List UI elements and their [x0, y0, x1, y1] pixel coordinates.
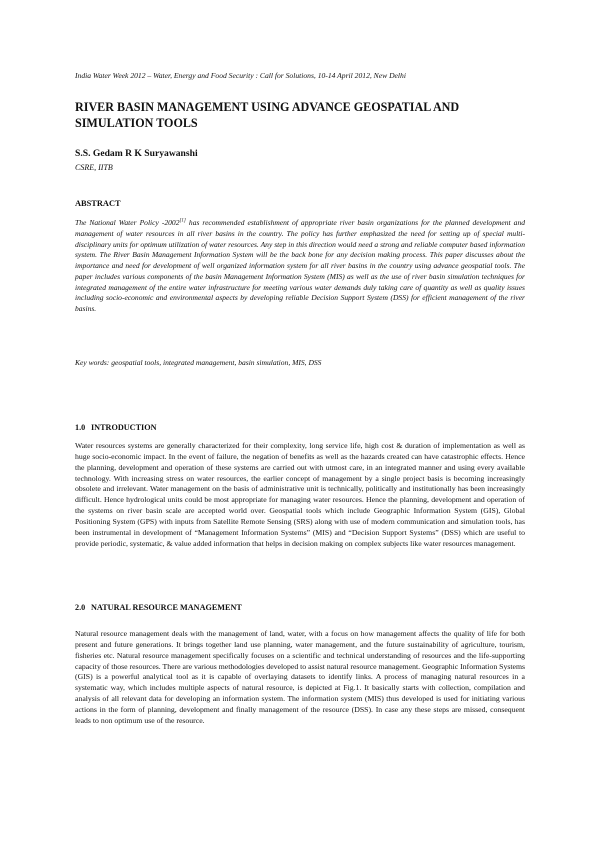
section-number: 2.0	[75, 603, 86, 612]
section-title: INTRODUCTION	[91, 423, 157, 432]
section-heading-introduction	[75, 422, 157, 433]
section-body-introduction: Water resources systems are generally characterized for their complexity, long service life, high cost & duration of implementation as well as huge socio-economic impact. In the event of failure, the negation of benefits as well as the hazards created can have catastrophic effects. Hence the planning, development and operation of these systems are carried out with utmost care, in an integrated manner and using every available technology. With increasing stress on water resources, the earlier concept of management by a single project basis is becoming increasingly obsolete and irrelevant. Water management on the basis of administrative unit is technically, politically and institutionally has been increasingly difficult. Hence hydrological units could be most appropriate for managing water resources. Hence the planning, development and operation of the systems on river basin scale are accepted world over. Geospatial tools which include Geographic Information System (GIS), Global Positioning System (GPS) with inputs from Satellite Remote Sensing (SRS) along with use of modern communication and simulation tools, has been instrumental in development of “Management Information Systems” (MIS) and “Decision Support Systems” (DSS) which are useful to provide periodic, systematic, & value added information that helps in decision making on complex subjects like water resources management.	[75, 441, 525, 548]
section-title: NATURAL RESOURCE MANAGEMENT	[91, 603, 242, 612]
keywords: Key words: geospatial tools, integrated management, basin simulation, MIS, DSS	[75, 358, 322, 367]
abstract-text	[75, 218, 525, 315]
section-body-natural-resource-management: Natural resource management deals with the management of land, water, with a focus on how management affects the quality of life for both present and future generations. It brings together land use planning, water management, and the future sustainability of agriculture, tourism, fisheries etc. Natural resource management specifically focuses on a scientific and technical understanding of resources and the life-supporting capacity of those resources. There are various methodologies developed to assist natural resource management. Geographic Information Systems (GIS) is a powerful analytical tool as it is capable of overlaying datasets to identify links. A process of managing natural resources in a systematic way, which includes multiple aspects of natural resource, is depicted at Fig.1. It basically starts with collection, compilation and analysis of all relevant data for developing an information system. The information system (MIS) thus developed is used for initiating various actions in the form of planning, development and finally management of the resource (DSS). In case any these steps are missed, consequent leads to non optimum use of the resource.	[75, 629, 525, 725]
abstract-text-start: The National Water Policy -2002	[75, 218, 180, 227]
affiliation: CSRE, IITB	[75, 163, 113, 172]
reference-marker[interactable]: [1]	[179, 218, 186, 224]
running-head: India Water Week 2012 – Water, Energy and Food Security : Call for Solutions, 10-14 April 2012, New Delhi	[75, 71, 406, 80]
paper-title: RIVER BASIN MANAGEMENT USING ADVANCE GEOSPATIAL AND SIMULATION TOOLS	[75, 100, 460, 130]
section-heading-natural-resource-management	[75, 602, 242, 613]
section-number: 1.0	[75, 423, 86, 432]
authors: S.S. Gedam R K Suryawanshi	[75, 148, 198, 159]
abstract-heading: ABSTRACT	[75, 199, 121, 208]
abstract-text-rest: has recommended establishment of appropriate river basin organizations for the planned development and management of water resources in all river basins in the country. The policy has further emphasized the need for setting up of special multi-disciplinary units for optimum utilization of water resources. Any step in this direction would need a strong and reliable computer based information system. The River Basin Management Information System will be the back bone for any decision making process. This paper discusses about the importance and need for development of well organized information system for all river basins in the country using advance geospatial tools. The paper includes various components of the basin Management Information System (MIS) as well as the use of river basin simulation techniques for integrated management of the entire water infrastructure for meeting various water demands duly taking care of quantity as well as quality issues including socio-economic and environmental aspects by developing reliable Decision Support System (DSS) for efficient management of the river basins.	[75, 218, 525, 313]
